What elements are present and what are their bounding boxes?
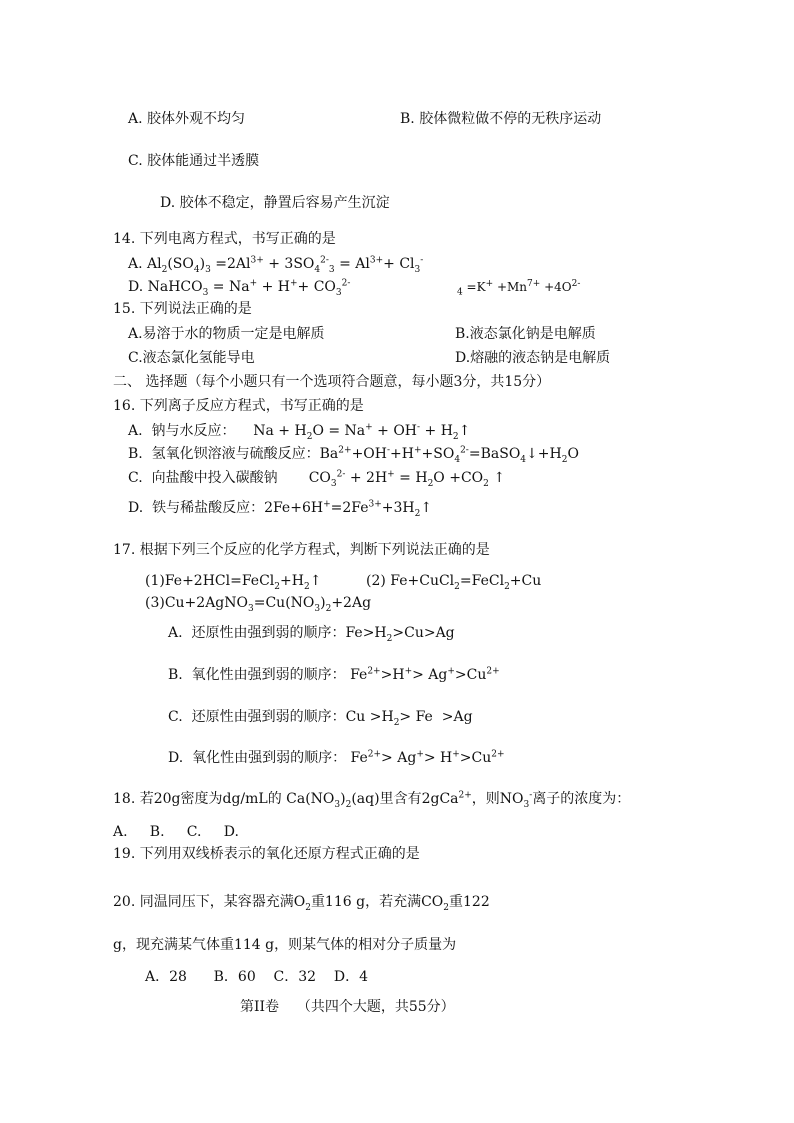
part-two-heading: 第II卷 （共四个大题，共55分）: [240, 999, 455, 1015]
q15-option-d: D.熔融的液态钠是电解质: [455, 350, 611, 366]
q14-option-a: A. $Al_2(SO_4)_3 =2Al^{3+} + 3SO_4^{2-}_3 = Al^{3+}+ Cl_3^-$: [128, 255, 424, 275]
q19-stem: 19. 下列用双线桥表示的氧化还原方程式正确的是: [113, 846, 420, 862]
q13-option-a: A. 胶体外观不均匀: [128, 111, 246, 127]
q20-stem-line-1: 20. 同温同压下，某容器充满$O_2$重116 g，若充满$CO_2$重122: [113, 894, 490, 913]
q15-stem: 15. 下列说法正确的是: [113, 301, 252, 317]
q17-option-d: D. 氧化性由强到弱的顺序： $Fe^{2+}> Ag^+> H^+>Cu^{2+}$: [168, 749, 505, 766]
q13-option-b: B. 胶体微粒做不停的无秩序运动: [400, 111, 602, 127]
q16-option-b: B. 氢氧化钡溶液与硫酸反应：$Ba^{2+}+OH^-+H^++SO_4^{2-}=BaSO_4↓+H_2O$: [128, 445, 579, 465]
q17-stem: 17. 根据下列三个反应的化学方程式，判断下列说法正确的是: [113, 542, 490, 558]
q16-stem: 16. 下列离子反应方程式，书写正确的是: [113, 398, 364, 414]
q20-options: A．28 B．60 C．32 D．4: [145, 969, 368, 985]
q16-option-d: D. 铁与稀盐酸反应：$2Fe+6H^+=2Fe^{3+}+3H_2↑$: [128, 499, 433, 519]
q16-option-c: C. 向盐酸中投入碳酸钠 $CO_3^{2-} + 2H^+ = H_2O +CO_2$ ↑: [128, 469, 506, 489]
section-heading: 二、 选择题（每个小题只有一个选项符合题意，每小题3分，共15分）: [113, 374, 551, 390]
q18-stem: 18. 若20g密度为dg/mL的 $Ca(NO_3)_2(aq)$里含有2gCa$^{2+}$，则$NO_3^-$离子的浓度为：: [113, 790, 631, 810]
q17-reaction-2: (2) Fe+CuCl$_2$=FeCl$_2$+Cu: [366, 573, 542, 592]
q17-reaction-1: $(1)Fe+2HCl=FeCl_2+H_2↑$: [145, 573, 322, 592]
q17-option-c: C. 还原性由强到弱的顺序：$Cu >H_2> Fe >Ag$: [168, 709, 473, 728]
q13-option-d: D. 胶体不稳定，静置后容易产生沉淀: [160, 195, 390, 211]
q16-option-a: A. 钠与水反应： $Na + H_2O = Na^+ + OH^-$ + $H_2↑$: [128, 422, 471, 442]
q17-option-b: B. 氧化性由强到弱的顺序： $Fe^{2+}>H^+> Ag^+>Cu^{2+}$: [168, 666, 500, 683]
q14-stem: 14. 下列电离方程式，书写正确的是: [113, 231, 336, 247]
q15-option-c: C.液态氯化氢能导电: [128, 350, 255, 366]
q20-stem-line-2: g，现充满某气体重114 g，则某气体的相对分子质量为: [113, 937, 457, 953]
q15-option-b: B.液态氯化钠是电解质: [455, 326, 596, 342]
q13-option-c: C. 胶体能通过半透膜: [128, 153, 260, 169]
q17-reaction-3: $(3)Cu+2AgNO_3=Cu(NO_3)_2+2Ag$: [145, 595, 372, 614]
q18-options: A. B. C. D.: [113, 824, 239, 840]
q14-option-d: D. NaHCO$_3$ = $Na^+ + H^++ CO_3^{2-}$: [128, 278, 351, 298]
q14-fragment: $_4 =K^+ +Mn^{7+} +4O^{2-}$: [457, 279, 581, 298]
q15-option-a: A.易溶于水的物质一定是电解质: [128, 326, 325, 342]
q17-option-a: A. 还原性由强到弱的顺序：$Fe>H_2>Cu>Ag$: [168, 625, 455, 644]
